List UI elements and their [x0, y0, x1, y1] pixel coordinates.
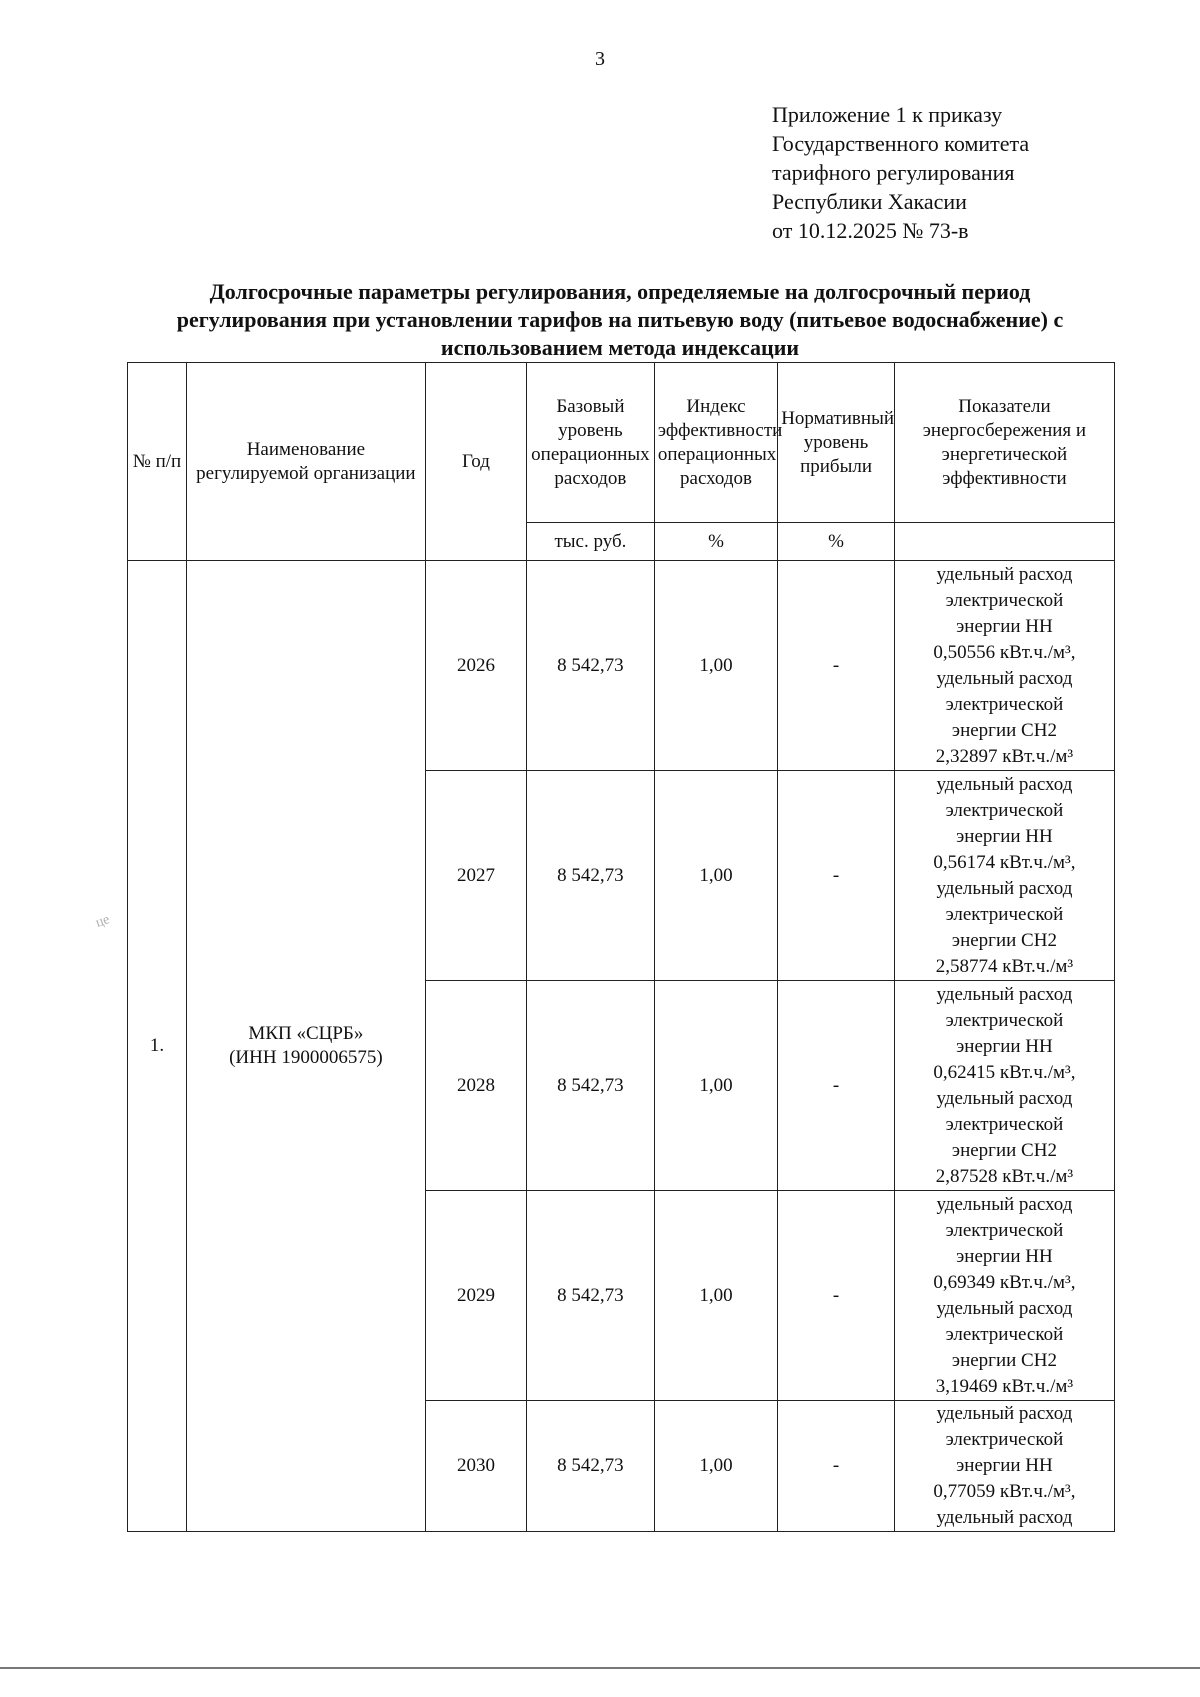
energy-line: энергии СН2	[951, 719, 1057, 741]
unit-base-opex: тыс. руб.	[527, 523, 655, 561]
energy-line: удельный расход	[936, 983, 1073, 1005]
cell-efficiency-index: 1,00	[654, 771, 777, 981]
energy-line: энергии СН2	[951, 1139, 1057, 1161]
parameters-table	[127, 362, 1115, 1532]
cell-efficiency-index: 1,00	[654, 1401, 777, 1532]
unit-normative-profit: %	[778, 523, 895, 561]
appendix-block	[772, 100, 1029, 245]
energy-line: удельный расход	[936, 1507, 1073, 1528]
cell-base-opex: 8 542,73	[527, 561, 655, 771]
header-year: Год	[425, 363, 526, 561]
cell-normative-profit: -	[778, 981, 895, 1191]
energy-line: 0,62415 кВт.ч./м³,	[933, 1061, 1076, 1083]
energy-line: электрической	[945, 1219, 1064, 1241]
energy-line: энергии СН2	[951, 1349, 1057, 1371]
energy-line: удельный расход	[936, 1297, 1073, 1319]
cell-normative-profit: -	[778, 771, 895, 981]
cell-normative-profit: -	[778, 1401, 895, 1532]
appendix-line: тарифного регулирования	[772, 160, 1015, 185]
energy-line: 2,58774 кВт.ч./м³	[935, 955, 1074, 977]
energy-line: электрической	[945, 693, 1064, 715]
organization-inn: (ИНН 1900006575)	[229, 1047, 383, 1068]
energy-line: электрической	[945, 1429, 1064, 1450]
energy-line: удельный расход	[936, 667, 1073, 689]
cell-base-opex: 8 542,73	[527, 771, 655, 981]
energy-line: энергии НН	[956, 1035, 1053, 1057]
energy-line: 0,50556 кВт.ч./м³,	[933, 641, 1076, 663]
cell-year: 2026	[425, 561, 526, 771]
cell-normative-profit: -	[778, 1191, 895, 1401]
document-title: Долгосрочные параметры регулирования, определяемые на долгосрочный период регулирования при установлении тарифов на питьевую воду (питьевое водоснабжение) с использованием метода индексации	[176, 279, 1064, 360]
cell-energy-indicators	[894, 1191, 1114, 1401]
cell-base-opex: 8 542,73	[527, 1191, 655, 1401]
header-normative-profit: Нормативный уровень прибыли	[778, 363, 895, 523]
scan-bottom-edge	[0, 1667, 1200, 1669]
energy-line: электрической	[945, 799, 1064, 821]
appendix-line: Государственного комитета	[772, 131, 1030, 156]
organization-title: МКП «СЦРБ»	[248, 1023, 364, 1044]
cell-year: 2029	[425, 1191, 526, 1401]
cell-base-opex: 8 542,73	[527, 1401, 655, 1532]
energy-line: энергии НН	[956, 1455, 1053, 1476]
organization-name	[186, 561, 425, 1532]
row-number: 1.	[128, 561, 187, 1532]
energy-line: электрической	[945, 1323, 1064, 1345]
energy-line: удельный расход	[936, 1403, 1073, 1424]
energy-line: электрической	[945, 1113, 1064, 1135]
header-energy-indicators: Показатели энергосбережения и энергетической эффективности	[894, 363, 1114, 523]
cell-energy-indicators	[894, 981, 1114, 1191]
cell-efficiency-index: 1,00	[654, 1191, 777, 1401]
cell-efficiency-index: 1,00	[654, 561, 777, 771]
energy-line: удельный расход	[936, 563, 1073, 585]
energy-line: 3,19469 кВт.ч./м³	[935, 1375, 1074, 1397]
cell-year: 2028	[425, 981, 526, 1191]
energy-line: энергии СН2	[951, 929, 1057, 951]
header-organization: Наименование регулируемой организации	[186, 363, 425, 561]
margin-handwritten-mark: це	[93, 912, 112, 931]
energy-line: удельный расход	[936, 773, 1073, 795]
cell-base-opex: 8 542,73	[527, 981, 655, 1191]
energy-line: энергии НН	[956, 825, 1053, 847]
energy-line: 0,69349 кВт.ч./м³,	[933, 1271, 1076, 1293]
header-num: № п/п	[128, 363, 187, 561]
cell-energy-indicators	[894, 561, 1114, 771]
energy-line: 2,87528 кВт.ч./м³	[935, 1165, 1074, 1187]
cell-energy-indicators	[894, 1401, 1114, 1532]
header-efficiency-index: Индекс эффективности операционных расходов	[654, 363, 777, 523]
cell-energy-indicators	[894, 771, 1114, 981]
appendix-line: Республики Хакасии	[772, 189, 967, 214]
unit-energy-empty	[894, 523, 1114, 561]
energy-line: 0,56174 кВт.ч./м³,	[933, 851, 1076, 873]
header-base-opex: Базовый уровень операционных расходов	[527, 363, 655, 523]
cell-year: 2027	[425, 771, 526, 981]
energy-line: электрической	[945, 589, 1064, 611]
energy-line: 2,32897 кВт.ч./м³	[935, 745, 1074, 767]
energy-line: удельный расход	[936, 877, 1073, 899]
energy-line: удельный расход	[936, 1087, 1073, 1109]
energy-line: 0,77059 кВт.ч./м³,	[933, 1481, 1076, 1502]
unit-efficiency-index: %	[654, 523, 777, 561]
cell-efficiency-index: 1,00	[654, 981, 777, 1191]
cell-normative-profit: -	[778, 561, 895, 771]
energy-line: электрической	[945, 903, 1064, 925]
table-row	[128, 561, 1115, 771]
page-number: 3	[595, 48, 605, 70]
appendix-line: от 10.12.2025 № 73-в	[772, 218, 969, 243]
energy-line: электрической	[945, 1009, 1064, 1031]
energy-line: энергии НН	[956, 615, 1053, 637]
energy-line: энергии НН	[956, 1245, 1053, 1267]
appendix-line: Приложение 1 к приказу	[772, 102, 1003, 127]
table-header-row	[128, 363, 1115, 523]
cell-year: 2030	[425, 1401, 526, 1532]
energy-line: удельный расход	[936, 1193, 1073, 1215]
